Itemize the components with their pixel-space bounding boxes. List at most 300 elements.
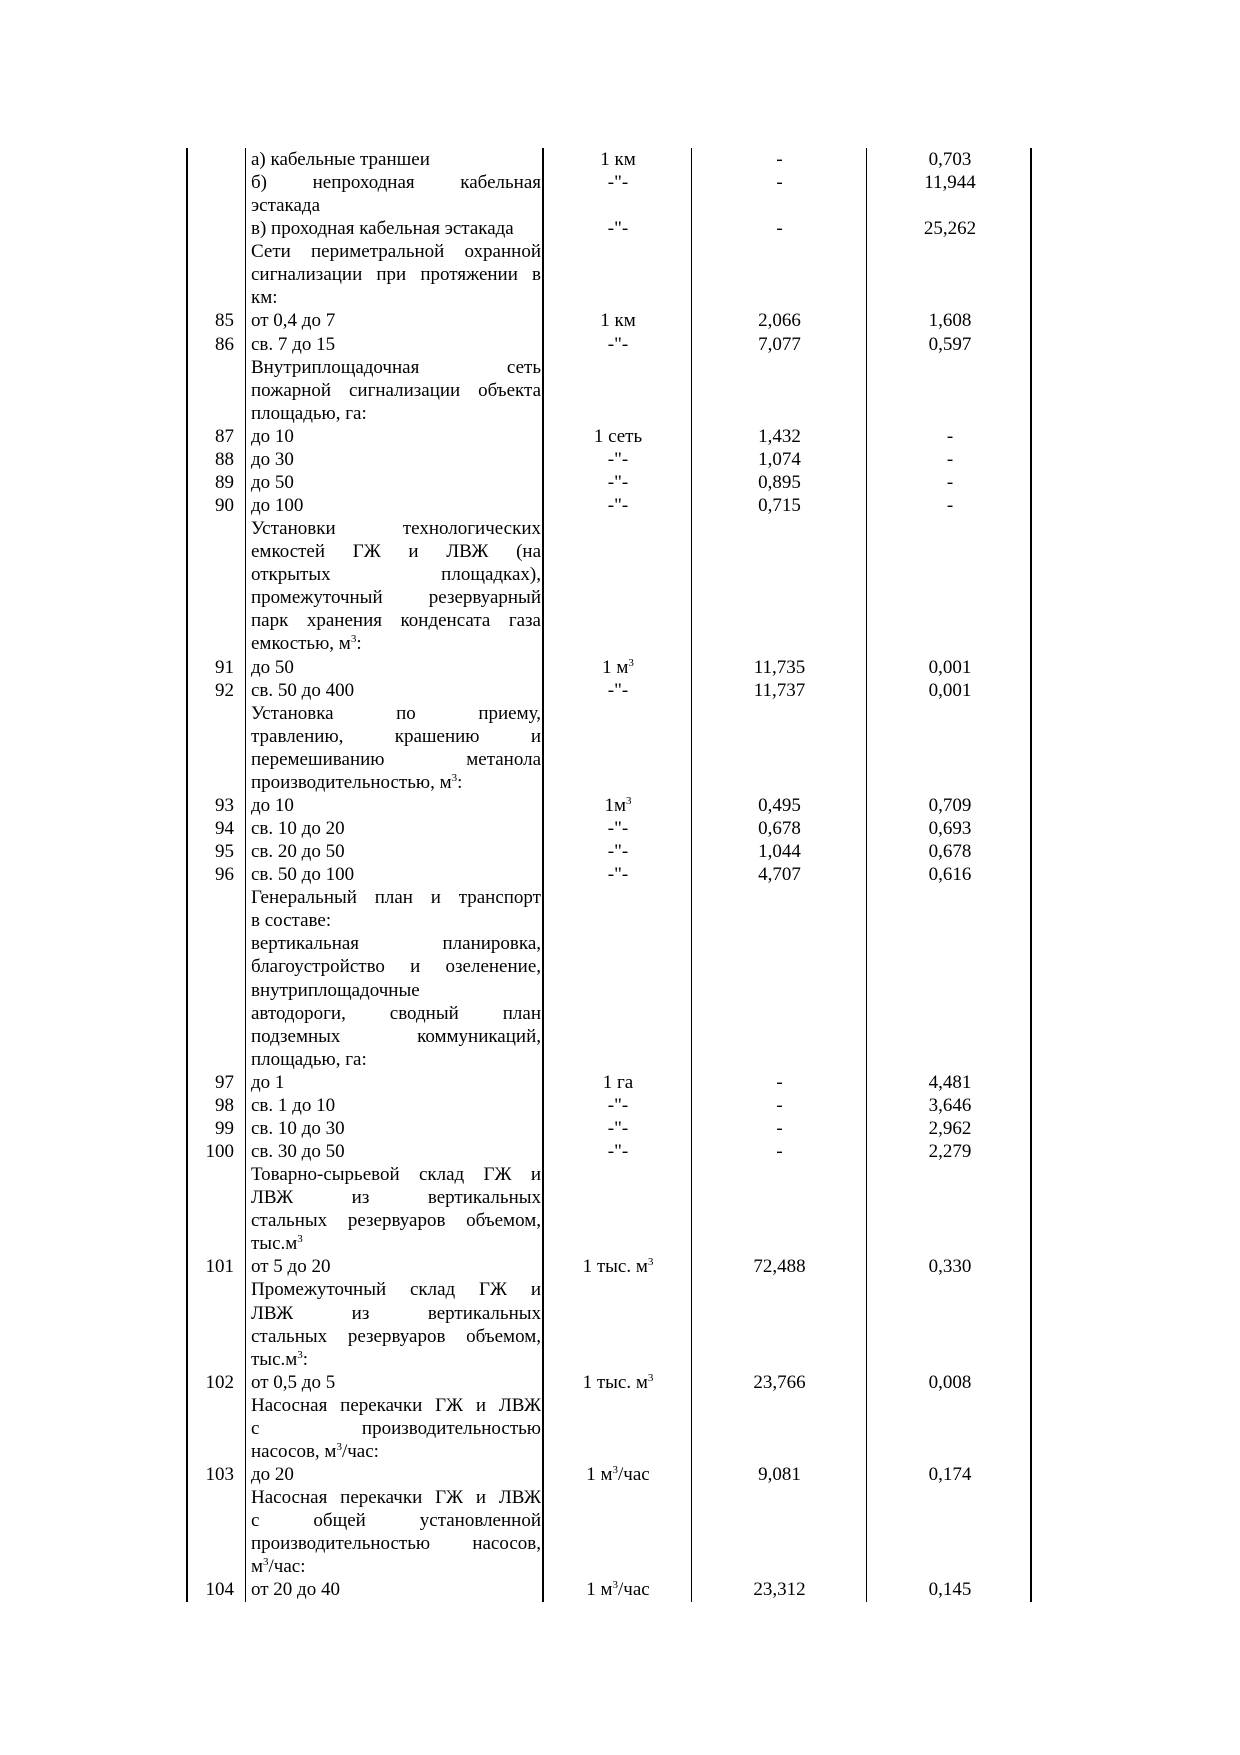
row-description — [251, 702, 541, 725]
description-text: автодороги, сводный план — [251, 1002, 541, 1024]
table-row — [0, 402, 1240, 425]
row-unit — [545, 1278, 691, 1301]
row-value-b: 4,481 — [928, 1071, 972, 1093]
row-value-b: - — [946, 471, 954, 493]
row-description — [251, 1417, 541, 1440]
unit-suffix: /час — [618, 1463, 650, 1485]
row-number: 89 — [215, 471, 234, 493]
row-value-a — [693, 402, 866, 425]
row-number — [186, 1555, 234, 1578]
row-number — [186, 1209, 234, 1232]
row-description — [251, 979, 541, 1002]
row-number: 99 — [215, 1117, 234, 1139]
row-number — [186, 1325, 234, 1348]
row-unit — [545, 471, 691, 494]
row-unit — [545, 863, 691, 886]
table-row — [0, 1140, 1240, 1163]
row-value-a — [693, 1186, 866, 1209]
table-row — [0, 494, 1240, 517]
row-value-b — [868, 748, 1032, 771]
row-value-b: 11,944 — [924, 172, 976, 194]
row-description — [251, 1163, 541, 1186]
table-row — [0, 379, 1240, 402]
row-number — [186, 171, 234, 194]
row-description — [251, 725, 541, 748]
table-row — [0, 771, 1240, 794]
row-unit — [545, 194, 691, 217]
row-value-b — [868, 955, 1032, 978]
table-row — [0, 1555, 1240, 1578]
table-row — [0, 1532, 1240, 1555]
unit-text: -"- — [607, 1094, 629, 1116]
table-row — [0, 1509, 1240, 1532]
row-description — [251, 1440, 541, 1463]
row-value-a — [693, 771, 866, 794]
row-description — [251, 863, 541, 886]
description-text: вертикальная планировка, — [251, 933, 541, 955]
row-description — [251, 148, 541, 171]
row-number: 104 — [205, 1579, 234, 1601]
row-description — [251, 1463, 541, 1486]
description-text: от 0,5 до 5 — [251, 1371, 336, 1393]
row-value-a: 0,895 — [758, 471, 801, 493]
row-description — [251, 1002, 541, 1025]
row-unit — [545, 1140, 691, 1163]
row-unit — [545, 1555, 691, 1578]
row-description — [251, 1232, 541, 1255]
row-description — [251, 1278, 541, 1301]
row-value-b: 0,693 — [928, 818, 972, 840]
row-unit — [545, 1509, 691, 1532]
row-description — [251, 1117, 541, 1140]
row-description — [251, 402, 541, 425]
row-number — [186, 286, 234, 309]
description-text: с производительностью — [251, 1417, 541, 1439]
row-unit — [545, 1025, 691, 1048]
row-value-a — [693, 517, 866, 540]
row-number — [186, 979, 234, 1002]
row-value-a: 4,707 — [758, 864, 801, 886]
description-superscript: 3 — [336, 1440, 342, 1453]
row-description — [251, 679, 541, 702]
description-text: км: — [251, 287, 278, 309]
row-value-a: 9,081 — [758, 1463, 801, 1485]
table-row — [0, 1348, 1240, 1371]
description-text: с общей установленной — [251, 1510, 541, 1532]
row-description — [251, 217, 541, 240]
description-text: тыс.м — [251, 1233, 298, 1255]
row-number — [186, 1394, 234, 1417]
description-text: св. 10 до 30 — [251, 1117, 345, 1139]
description-superscript: 3 — [297, 1348, 303, 1361]
row-value-a — [693, 1002, 866, 1025]
row-description — [251, 840, 541, 863]
row-value-b — [868, 886, 1032, 909]
row-value-a — [693, 356, 866, 379]
table-row — [0, 356, 1240, 379]
table-row — [0, 909, 1240, 932]
row-value-b — [868, 979, 1032, 1002]
row-value-b: 0,678 — [928, 841, 972, 863]
table-row — [0, 1186, 1240, 1209]
row-value-a — [693, 725, 866, 748]
unit-text: -"- — [607, 218, 629, 240]
description-text: Промежуточный склад ГЖ и — [251, 1279, 541, 1301]
row-number — [186, 540, 234, 563]
row-value-a: 72,488 — [753, 1256, 806, 1278]
row-value-a: 11,735 — [753, 656, 806, 678]
row-value-a — [693, 1555, 866, 1578]
description-text: стальных резервуаров объемом, — [251, 1325, 541, 1347]
description-text: от 20 до 40 — [251, 1579, 340, 1601]
row-number: 95 — [215, 841, 234, 863]
description-suffix: : — [457, 771, 463, 793]
description-text: до 10 — [251, 425, 294, 447]
row-description — [251, 1486, 541, 1509]
description-text: Товарно-сырьевой склад ГЖ и — [251, 1164, 541, 1186]
row-unit — [545, 1071, 691, 1094]
description-suffix: /час: — [341, 1440, 379, 1462]
unit-text: 1 м — [586, 1579, 613, 1601]
row-value-b — [868, 379, 1032, 402]
row-description — [251, 1048, 541, 1071]
description-text: до 50 — [251, 656, 294, 678]
row-unit — [545, 1094, 691, 1117]
description-superscript: 3 — [297, 1233, 303, 1246]
description-suffix: : — [356, 633, 362, 655]
row-number — [186, 1486, 234, 1509]
row-value-b: 0,001 — [928, 679, 972, 701]
row-description — [251, 1394, 541, 1417]
table-row — [0, 517, 1240, 540]
row-unit — [545, 309, 691, 332]
row-number — [186, 148, 234, 171]
table-row — [0, 840, 1240, 863]
row-number — [186, 609, 234, 632]
row-number: 100 — [205, 1141, 234, 1162]
description-text: емкостей ГЖ и ЛВЖ (на — [251, 541, 541, 563]
row-number — [186, 725, 234, 748]
row-value-b — [868, 1555, 1032, 1578]
table-row — [0, 1463, 1240, 1486]
row-number — [186, 379, 234, 402]
row-number — [186, 1440, 234, 1463]
row-value-a: 0,715 — [758, 495, 801, 517]
row-number — [186, 1348, 234, 1371]
unit-text: 1 м — [586, 1463, 613, 1485]
row-unit — [545, 1348, 691, 1371]
row-value-a — [693, 1348, 866, 1371]
table-row — [0, 1232, 1240, 1255]
description-superscript: 3 — [451, 771, 458, 784]
row-unit — [545, 725, 691, 748]
row-number — [186, 217, 234, 240]
description-text: до 1 — [251, 1071, 285, 1093]
row-number: 94 — [215, 818, 234, 840]
row-number: 91 — [215, 656, 234, 678]
unit-superscript: 3 — [612, 1579, 619, 1592]
row-value-b — [868, 725, 1032, 748]
table-row — [0, 1325, 1240, 1348]
row-unit — [545, 1578, 691, 1601]
table-row — [0, 1002, 1240, 1025]
table-row — [0, 1440, 1240, 1463]
unit-text: -"- — [607, 471, 629, 493]
unit-text: 1 м — [602, 656, 629, 678]
row-description — [251, 309, 541, 332]
row-value-b: 25,262 — [923, 218, 977, 240]
row-value-a — [693, 955, 866, 978]
description-text: св. 30 до 50 — [251, 1141, 345, 1162]
row-unit — [545, 448, 691, 471]
description-text: до 30 — [251, 448, 294, 470]
table-row — [0, 609, 1240, 632]
row-description — [251, 333, 541, 356]
description-text: а) кабельные траншеи — [251, 149, 430, 170]
row-unit — [545, 1163, 691, 1186]
unit-text: 1 га — [602, 1071, 634, 1093]
description-text: емкостью, м — [251, 633, 351, 655]
row-value-b: 3,646 — [928, 1094, 972, 1116]
row-number — [186, 932, 234, 955]
table-row — [0, 748, 1240, 771]
row-unit — [545, 1255, 691, 1278]
row-value-b — [868, 517, 1032, 540]
row-unit — [545, 1232, 691, 1255]
description-text: эстакада — [251, 195, 321, 217]
row-value-b — [868, 402, 1032, 425]
row-value-a — [693, 748, 866, 771]
description-superscript: 3 — [263, 1556, 269, 1569]
row-unit — [545, 1117, 691, 1140]
row-value-b — [868, 1417, 1032, 1440]
row-number: 86 — [215, 333, 234, 355]
row-value-a — [693, 194, 866, 217]
row-number — [186, 356, 234, 379]
row-description — [251, 1348, 541, 1371]
row-description — [251, 379, 541, 402]
row-value-b — [868, 263, 1032, 286]
row-number — [186, 563, 234, 586]
row-number — [186, 1302, 234, 1325]
row-description — [251, 1186, 541, 1209]
table-row — [0, 979, 1240, 1002]
row-value-a: - — [776, 1071, 783, 1093]
row-value-a — [693, 563, 866, 586]
description-text: площадью, га: — [251, 1048, 367, 1070]
table-row — [0, 333, 1240, 356]
row-value-b — [868, 1025, 1032, 1048]
unit-suffix: /час — [618, 1579, 650, 1601]
row-description — [251, 448, 541, 471]
table-row — [0, 425, 1240, 448]
row-description — [251, 817, 541, 840]
table-row — [0, 586, 1240, 609]
row-number: 93 — [215, 794, 234, 816]
row-number — [186, 1025, 234, 1048]
description-text: травлению, крашению и — [251, 725, 541, 747]
unit-text: -"- — [607, 818, 629, 840]
row-value-a — [693, 586, 866, 609]
description-text: насосов, м — [251, 1440, 337, 1462]
row-value-a — [693, 1417, 866, 1440]
description-text: от 5 до 20 — [251, 1256, 331, 1278]
unit-text: 1 км — [600, 149, 636, 170]
row-value-a — [693, 1486, 866, 1509]
row-description — [251, 748, 541, 771]
description-text: Внутриплощадочная сеть — [251, 356, 541, 378]
row-description — [251, 517, 541, 540]
table-row — [0, 1278, 1240, 1301]
table-row — [0, 1302, 1240, 1325]
row-value-a: - — [776, 1094, 783, 1116]
row-value-a: 11,737 — [753, 679, 806, 701]
row-number — [186, 632, 234, 655]
row-number — [186, 517, 234, 540]
row-value-b: 0,616 — [928, 864, 972, 886]
row-description — [251, 425, 541, 448]
row-value-a: - — [776, 1141, 783, 1162]
row-value-a — [693, 1509, 866, 1532]
row-value-b — [868, 1394, 1032, 1417]
row-number — [186, 240, 234, 263]
row-unit — [545, 794, 691, 817]
row-value-b — [868, 1278, 1032, 1301]
row-value-b: 2,279 — [928, 1141, 972, 1162]
unit-text: 1 тыс. м — [582, 1371, 648, 1393]
description-text: Генеральный план и транспорт — [251, 887, 541, 909]
unit-text: -"- — [607, 679, 629, 701]
description-text: производительностью насосов, — [251, 1533, 541, 1555]
row-description — [251, 171, 541, 194]
description-text: св. 50 до 100 — [251, 864, 355, 886]
row-description — [251, 1025, 541, 1048]
row-value-b: 0,709 — [928, 794, 972, 816]
row-unit — [545, 748, 691, 771]
row-value-b — [868, 1486, 1032, 1509]
description-text: пожарной сигнализации объекта — [251, 379, 541, 401]
row-unit — [545, 379, 691, 402]
row-unit — [545, 609, 691, 632]
row-value-a — [693, 1440, 866, 1463]
row-value-a — [693, 286, 866, 309]
description-text: б) непроходная кабельная — [251, 172, 541, 194]
row-number: 92 — [215, 679, 234, 701]
description-text: св. 10 до 20 — [251, 818, 345, 840]
description-text: до 100 — [251, 495, 304, 517]
row-unit — [545, 402, 691, 425]
row-value-b — [868, 1325, 1032, 1348]
row-value-b: 0,174 — [928, 1463, 972, 1485]
row-value-b — [868, 1232, 1032, 1255]
row-value-b — [868, 1186, 1032, 1209]
row-unit — [545, 1325, 691, 1348]
unit-superscript: 3 — [628, 656, 634, 669]
row-description — [251, 1532, 541, 1555]
row-description — [251, 1255, 541, 1278]
row-description — [251, 932, 541, 955]
row-value-b: - — [946, 448, 954, 470]
description-text: благоустройство и озеленение, — [251, 956, 541, 978]
row-number: 103 — [205, 1463, 234, 1485]
row-number — [186, 1048, 234, 1071]
row-description — [251, 286, 541, 309]
description-text: от 0,4 до 7 — [251, 310, 336, 332]
row-unit — [545, 333, 691, 356]
description-text: св. 7 до 15 — [251, 333, 336, 355]
description-text: внутриплощадочные — [251, 979, 420, 1001]
row-number — [186, 1002, 234, 1025]
row-value-b: - — [946, 425, 954, 447]
table-row — [0, 148, 1240, 171]
description-text: промежуточный резервуарный — [251, 587, 541, 609]
row-number — [186, 886, 234, 909]
table-row — [0, 1163, 1240, 1186]
row-value-a: 1,044 — [758, 841, 801, 863]
row-unit — [545, 840, 691, 863]
description-text: площадью, га: — [251, 402, 367, 424]
row-description — [251, 909, 541, 932]
description-text: св. 1 до 10 — [251, 1094, 336, 1116]
unit-text: -"- — [607, 841, 629, 863]
row-description — [251, 955, 541, 978]
row-value-b — [868, 240, 1032, 263]
row-description — [251, 1371, 541, 1394]
description-text: св. 20 до 50 — [251, 841, 345, 863]
row-number: 97 — [215, 1071, 234, 1093]
row-number — [186, 1278, 234, 1301]
row-unit — [545, 1002, 691, 1025]
row-description — [251, 886, 541, 909]
table-row — [0, 1371, 1240, 1394]
row-unit — [545, 702, 691, 725]
row-number: 96 — [215, 864, 234, 886]
row-value-a — [693, 263, 866, 286]
row-unit — [545, 1371, 691, 1394]
row-number: 88 — [215, 448, 234, 470]
description-text: Установки технологических — [251, 518, 541, 540]
table-row — [0, 1094, 1240, 1117]
table-row — [0, 886, 1240, 909]
row-number — [186, 402, 234, 425]
row-unit — [545, 494, 691, 517]
description-text: Сети периметральной охранной — [251, 241, 541, 263]
row-number — [186, 702, 234, 725]
unit-text: 1м — [604, 794, 627, 816]
table-row — [0, 194, 1240, 217]
row-value-a — [693, 1532, 866, 1555]
row-unit — [545, 632, 691, 655]
row-value-a: - — [776, 172, 783, 194]
table-row — [0, 263, 1240, 286]
row-value-b — [868, 1509, 1032, 1532]
row-value-a: 23,312 — [753, 1579, 806, 1601]
row-description — [251, 540, 541, 563]
row-number: 102 — [205, 1371, 234, 1393]
description-text: ЛВЖ из вертикальных — [251, 1187, 541, 1209]
table-row — [0, 932, 1240, 955]
row-unit — [545, 909, 691, 932]
row-unit — [545, 1186, 691, 1209]
description-text: стальных резервуаров объемом, — [251, 1210, 541, 1232]
row-unit — [545, 263, 691, 286]
row-unit — [545, 1209, 691, 1232]
row-value-a — [693, 1302, 866, 1325]
row-value-b — [868, 1302, 1032, 1325]
table-row — [0, 240, 1240, 263]
row-description — [251, 1094, 541, 1117]
table-row — [0, 286, 1240, 309]
